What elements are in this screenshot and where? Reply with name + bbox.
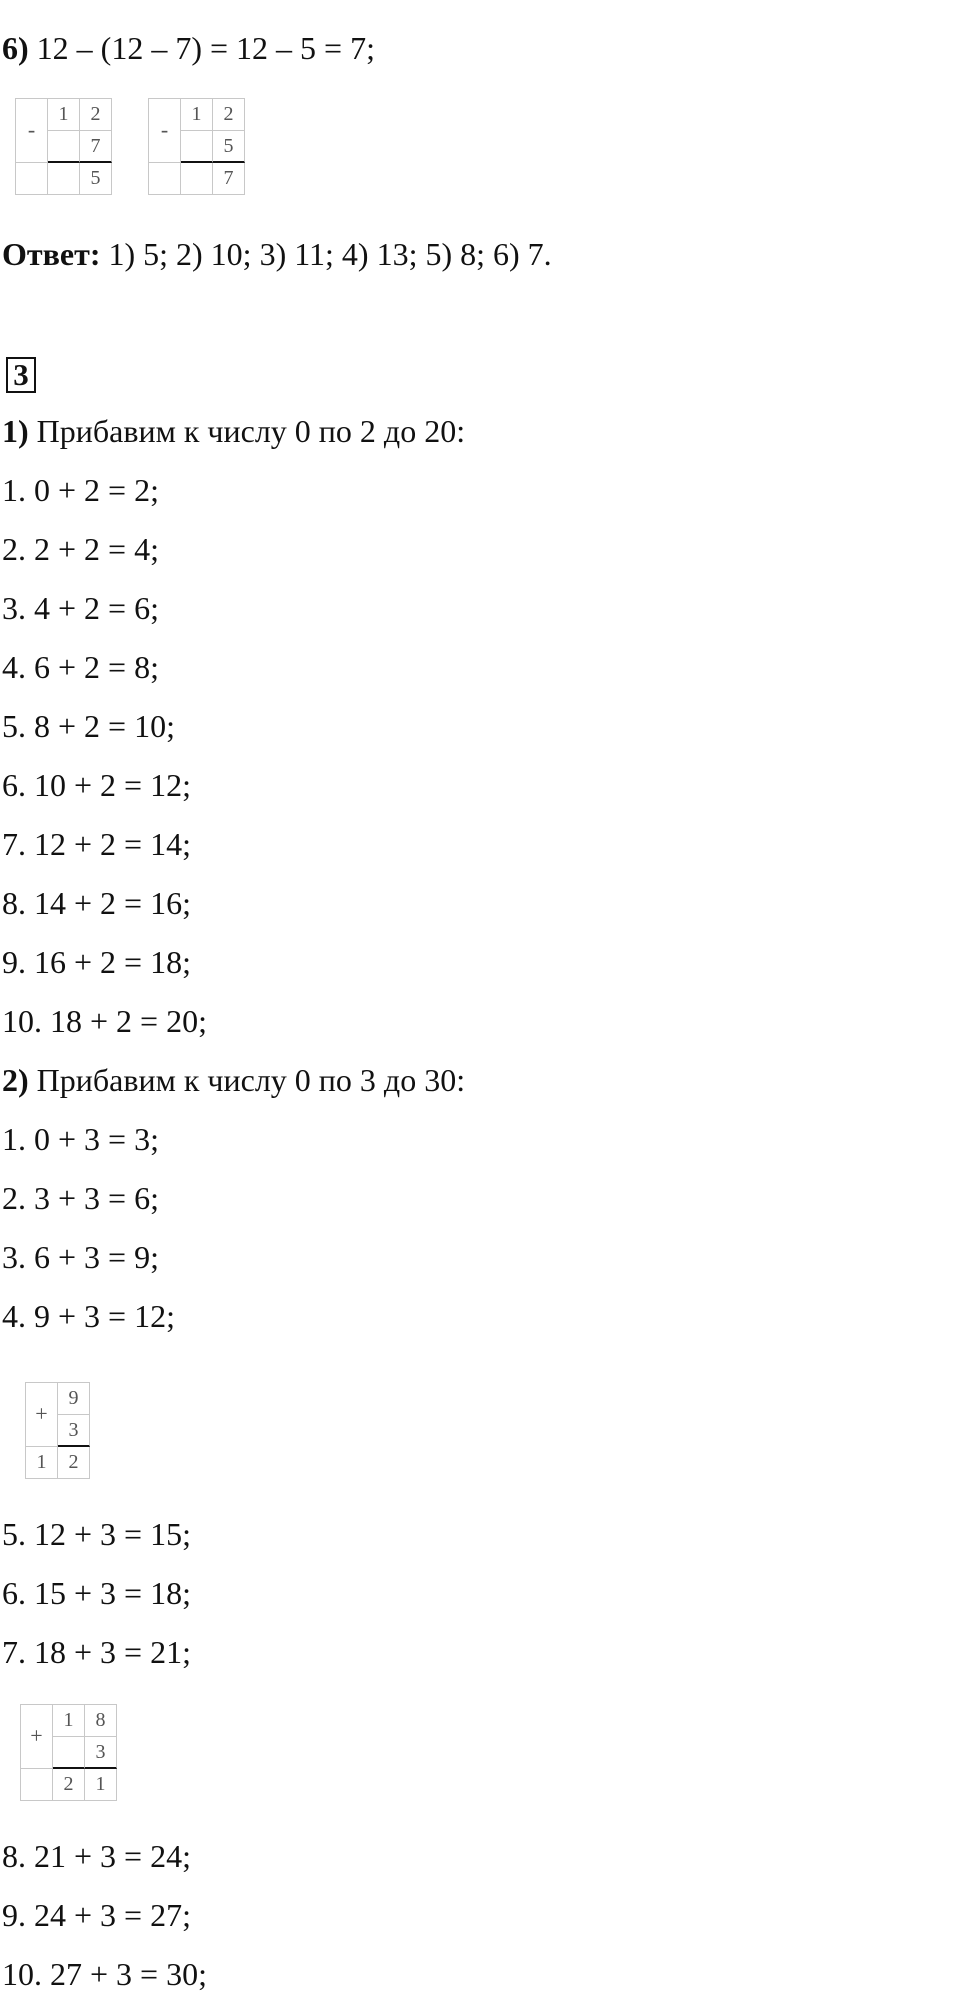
grid-cell: 7 (213, 163, 245, 195)
step-line: 9. 16 + 2 = 18; (2, 944, 191, 980)
grid-cell: 2 (213, 99, 245, 131)
section1-label: 1) (2, 413, 29, 449)
task-number-box: 3 (6, 357, 36, 393)
section2-heading (2, 1060, 465, 1100)
answer-text: 1) 5; 2) 10; 3) 11; 4) 13; 5) 8; 6) 7. (100, 236, 552, 272)
grid-cell (181, 131, 213, 163)
addition-grid-2 (20, 1704, 117, 1801)
plus-sign: + (26, 1383, 58, 1447)
step-line: 8. 21 + 3 = 24; (2, 1838, 191, 1874)
grid-cell (21, 1769, 53, 1801)
grid-cell: 2 (58, 1447, 90, 1479)
answer-line (2, 234, 552, 274)
grid-cell: 1 (48, 99, 80, 131)
step-line: 7. 18 + 3 = 21; (2, 1634, 191, 1670)
step-line: 9. 24 + 3 = 27; (2, 1897, 191, 1933)
grid-cell: 8 (85, 1705, 117, 1737)
step-line: 2. 3 + 3 = 6; (2, 1180, 159, 1216)
section1-heading (2, 411, 465, 451)
addition-grid-1 (25, 1382, 90, 1479)
grid-cell (48, 131, 80, 163)
step-line: 1. 0 + 3 = 3; (2, 1121, 159, 1157)
grid-cell (48, 163, 80, 195)
step-line: 2. 2 + 2 = 4; (2, 531, 159, 567)
grid-cell: 1 (53, 1705, 85, 1737)
step-line: 1. 0 + 2 = 2; (2, 472, 159, 508)
grid-cell: 3 (85, 1737, 117, 1769)
grid-cell: 1 (181, 99, 213, 131)
step-line: 3. 6 + 3 = 9; (2, 1239, 159, 1275)
part6-line (2, 28, 375, 68)
part6-label: 6) (2, 30, 29, 66)
grid-cell: 9 (58, 1383, 90, 1415)
section1-heading-text: Прибавим к числу 0 по 2 до 20: (28, 413, 466, 449)
grid-cell: 3 (58, 1415, 90, 1447)
grid-cell: 2 (53, 1769, 85, 1801)
step-line: 10. 27 + 3 = 30; (2, 1956, 207, 1992)
subtraction-grid-2 (148, 98, 245, 195)
grid-cell (53, 1737, 85, 1769)
grid-cell (181, 163, 213, 195)
step-line: 7. 12 + 2 = 14; (2, 826, 191, 862)
grid-cell (149, 163, 181, 195)
step-line: 6. 15 + 3 = 18; (2, 1575, 191, 1611)
plus-sign: + (21, 1705, 53, 1769)
minus-sign: - (149, 99, 181, 163)
step-line: 8. 14 + 2 = 16; (2, 885, 191, 921)
step-line: 4. 6 + 2 = 8; (2, 649, 159, 685)
answer-label: Ответ: (2, 236, 101, 272)
grid-cell: 2 (80, 99, 112, 131)
step-line: 4. 9 + 3 = 12; (2, 1298, 175, 1334)
grid-cell: 1 (26, 1447, 58, 1479)
step-line: 10. 18 + 2 = 20; (2, 1003, 207, 1039)
subtraction-grid-1 (15, 98, 112, 195)
section2-heading-text: Прибавим к числу 0 по 3 до 30: (28, 1062, 466, 1098)
section2-label: 2) (2, 1062, 29, 1098)
minus-sign: - (16, 99, 48, 163)
part6-expression: 12 – (12 – 7) = 12 – 5 = 7; (28, 30, 375, 66)
step-line: 6. 10 + 2 = 12; (2, 767, 191, 803)
grid-cell: 5 (80, 163, 112, 195)
grid-cell: 1 (85, 1769, 117, 1801)
grid-cell (16, 163, 48, 195)
step-line: 5. 12 + 3 = 15; (2, 1516, 191, 1552)
step-line: 5. 8 + 2 = 10; (2, 708, 175, 744)
grid-cell: 7 (80, 131, 112, 163)
step-line: 3. 4 + 2 = 6; (2, 590, 159, 626)
grid-cell: 5 (213, 131, 245, 163)
